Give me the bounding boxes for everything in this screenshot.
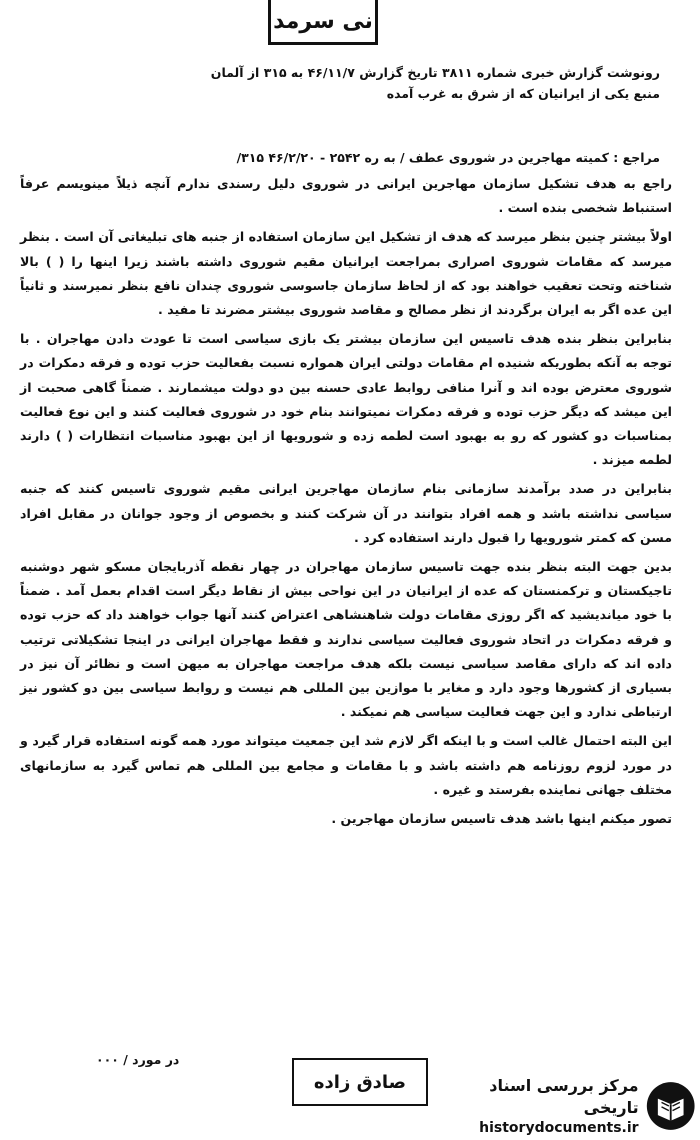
signature-stamp — [292, 1058, 428, 1106]
watermark-text — [446, 1075, 639, 1137]
watermark-name: مرکز بررسی اسناد تاریخی — [489, 1076, 639, 1117]
watermark-url: historydocuments.ir — [479, 1120, 639, 1136]
footer-note: در مورد / ۰۰۰ — [96, 1052, 180, 1067]
report-header — [30, 62, 660, 104]
paragraph: بنابراین در صدد برآمدند سازمانی بنام سازمان مهاجرین ایرانی مقیم شوروی تاسیس کنند که جنبه سیاسی نداشته باشد و همه افراد بتوانند در آن شرکت کنند و بخصوص از وجود جوانان در مقابل افراد مسن که کمتر شورویها را قبول دارند استفاده کرد . — [20, 481, 672, 545]
archive-watermark — [446, 1076, 696, 1136]
paragraph: بدین جهت البته بنظر بنده جهت تاسیس سازمان مهاجران در چهار نقطه آذربایجان مسکو شهر دوشنبه تاجیکستان و ترکمنستان که عده از ایرانیان در این نواحی بیش از نقاط دیگر است اقدام بعمل آمد . ضمناً با خود میاندیشید که اگر روزی مقامات دولت شاهنشاهی اعتراض کنند آنها جواب خواهند داد که حزب توده و فرقه دمکرات در اتحاد شوروی فعالیت سیاسی ندارند و فقط مهاجران ایرانی در اینجا تشکیلاتی ترتیب داده اند که دارای مقاصد سیاسی نیست بلکه هدف مراجعت مهاجران به میهن است و نظائر آن نیز در بسیاری از کشورها وجود دارد و مغایر با موازین بین المللی هم نیست و روابط سیاسی بین دو کشور نیز ارتباطی ندارد و این جهت فعالیت سیاسی هم نمیکند . — [20, 559, 672, 720]
header-line-1: رونوشت گزارش خبری شماره ۳۸۱۱ تاریخ گزارش ۴۶/۱۱/۷ به ۳۱۵ از آلمان — [210, 65, 660, 80]
closing-paragraph: تصور میکنم اینها باشد هدف تاسیس سازمان مهاجرین . — [331, 811, 672, 827]
top-stamp — [268, 0, 378, 45]
book-emblem-icon — [645, 1078, 696, 1134]
paragraph: این البته احتمال غالب است و با اینکه اگر لازم شد این جمعیت میتواند مورد همه گونه استفاده قرار گیرد و در مورد لزوم روزنامه هم داشته باشد و با مقامات و مجامع بین المللی هم تماس گیرد به سازمانهای مختلف جهانی نماینده بفرستد و غیره . — [20, 733, 672, 797]
paragraph: راجع به هدف تشکیل سازمان مهاجرین ایرانی در شوروی دلیل رسندی ندارم آنچه ذیلاً مینویسم عرفاً استنباط شخصی بنده است . — [20, 176, 672, 216]
paragraph: بنابراین بنظر بنده هدف تاسیس این سازمان بیشتر یک بازی سیاسی است تا عودت دادن مهاجران . با توجه به آنکه بطوریکه شنیده ام مقامات دولتی ایران همواره نسبت بفعالیت حزب توده و فرقه دمکرات در شوروی معترض بوده اند و آنرا منافی روابط عادی حسنه بین دو دولت میشمارند . ضمناً گاهی صحبت از این میشد که دیگر حزب توده و فرقه دمکرات نمیتوانند بنام خود در شوروی فعالیت کنند و این نوع فعالیت بمناسبات دو کشور که رو به بهبود است لطمه زده و شورویها از این بهبود مناسبات انتظارات ( ) دارند لطمه میزند . — [20, 331, 672, 468]
header-line-2: منبع یکی از ایرانیان که از شرق به غرب آمده — [386, 86, 660, 101]
top-stamp-text: نی سرمد — [273, 8, 373, 34]
document-body — [20, 172, 672, 836]
paragraph: اولاً بیشتر چنین بنظر میرسد که هدف از تشکیل این سازمان استفاده از جنبه های تبلیغاتی آن است . بنظر میرسد که مقامات شوروی اصراری بمراجعت ایرانیان مقیم شوروی داشته باشند زیرا اینها را ( ) بالا شناخته وتحت تعقیب خواهند بود که از لحاظ سازمان جاسوسی شوروی چندان نافع بنظر نمیرسند و ثانیاً این عده اگر به ایران برگردند از نظر مصالح و مقاصد شوروی بیشتر مضرند تا مفید . — [20, 229, 672, 318]
reference-line: مراجع : کمیته مهاجرین در شوروی عطف / به ره ۲۵۴۲ - ۴۶/۲/۲۰ ۳۱۵/ — [236, 150, 660, 165]
signature-stamp-text: صادق زاده — [313, 1071, 407, 1093]
